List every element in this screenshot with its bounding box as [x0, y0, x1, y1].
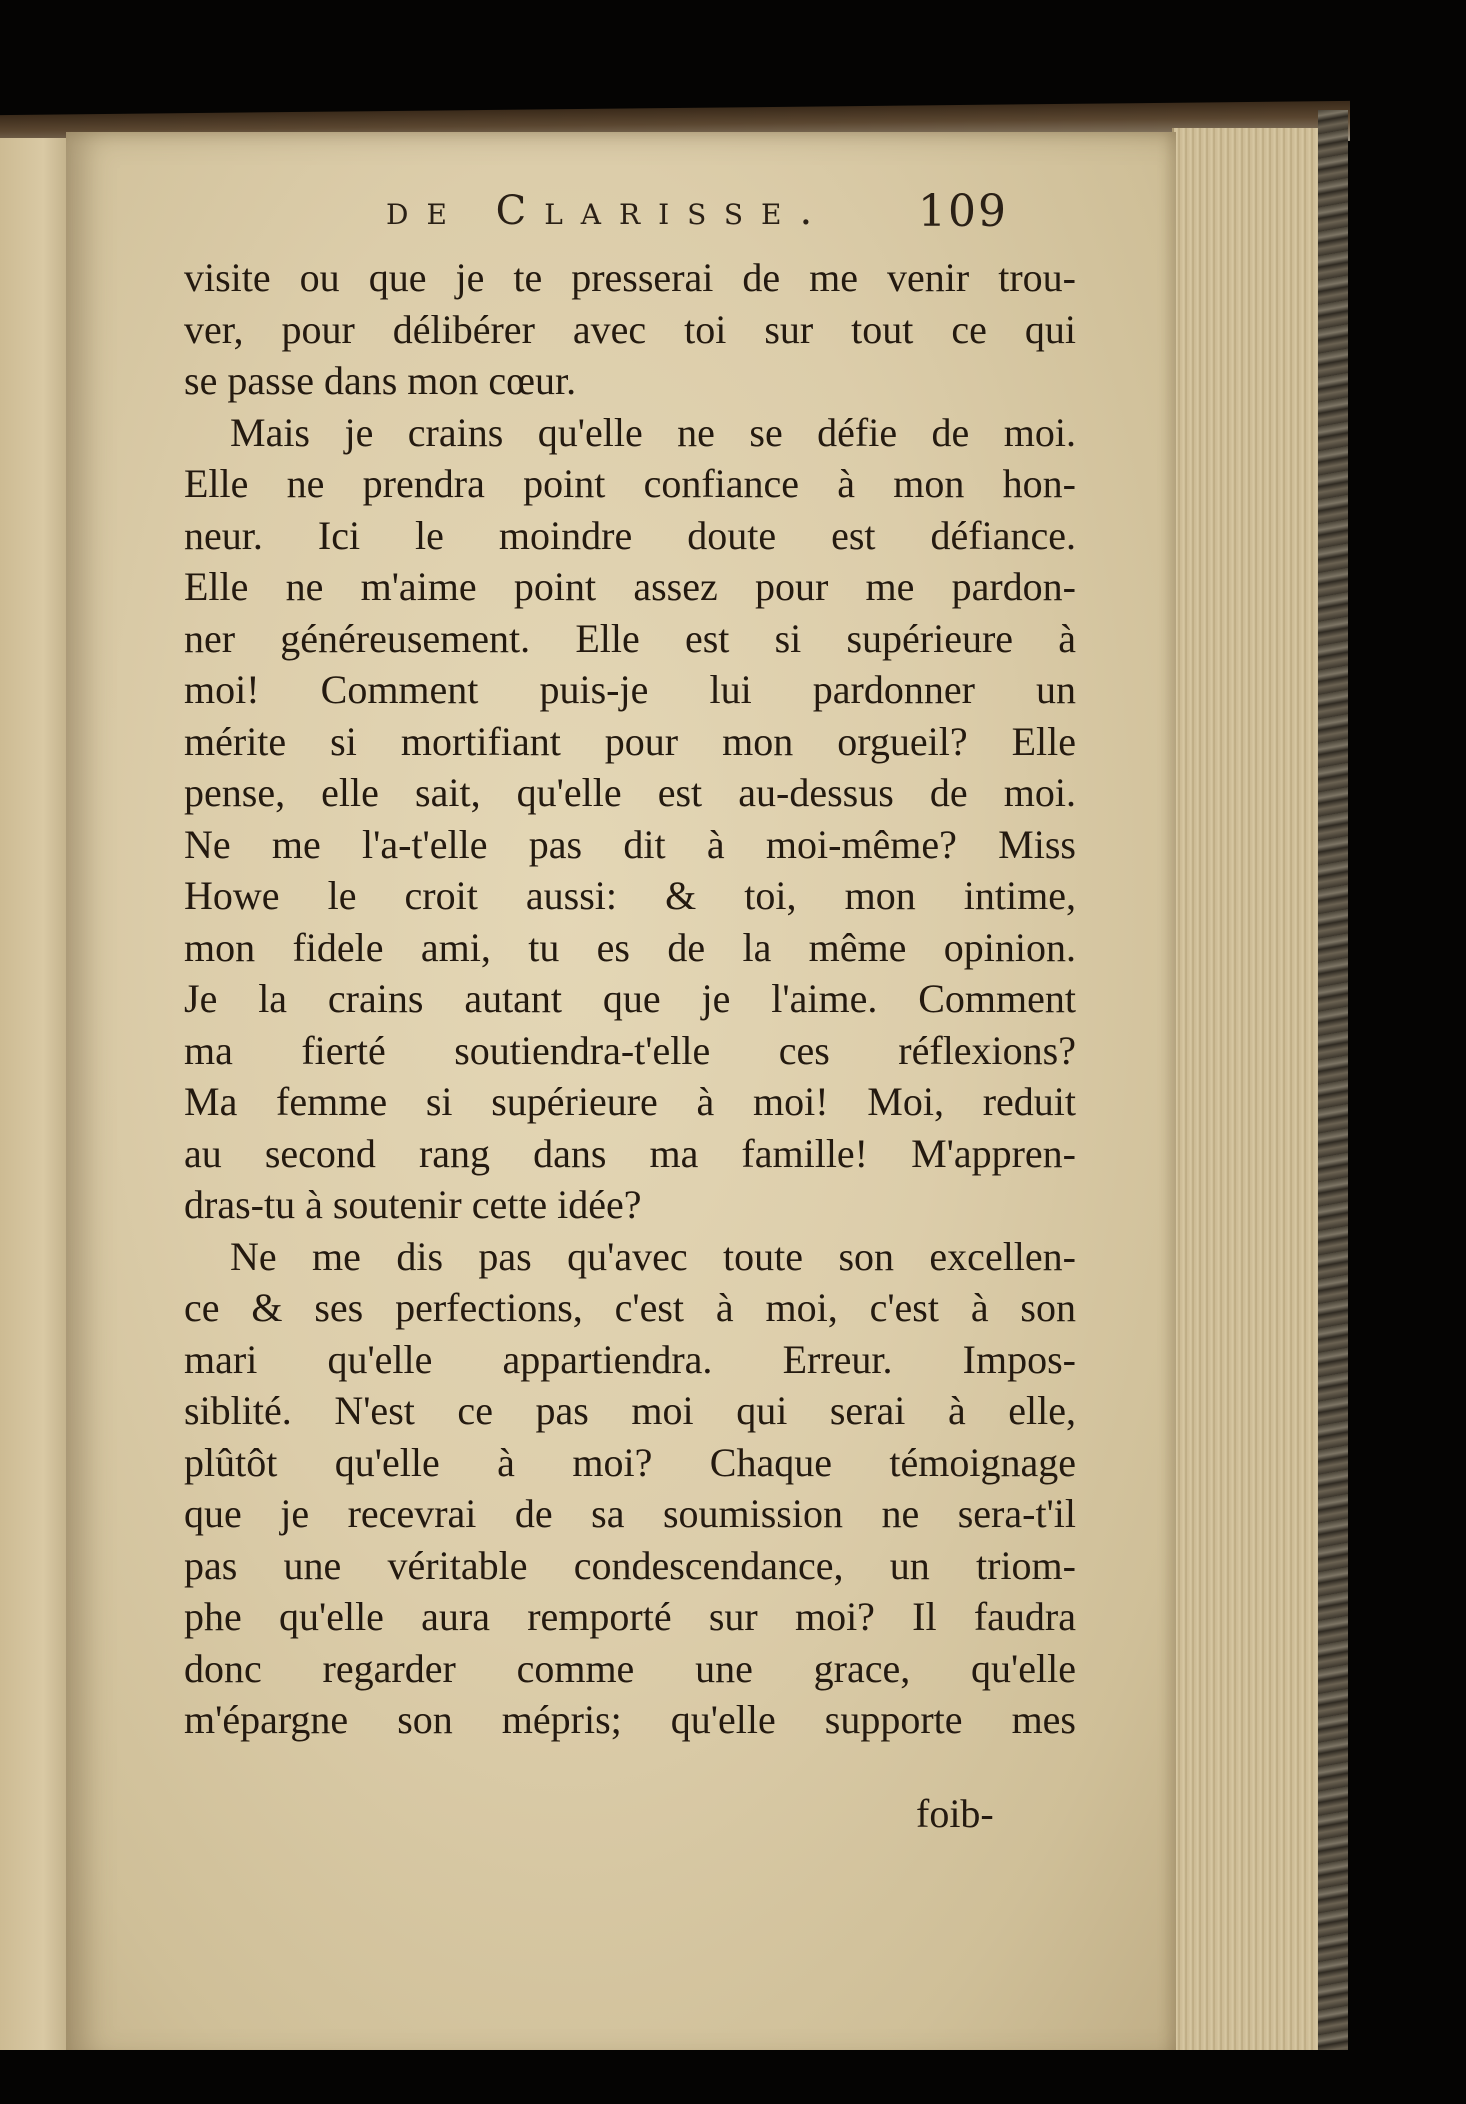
text-line: donc regarder comme une grace, qu'elle [184, 1645, 1076, 1691]
text-line: moi! Comment puis-je lui pardonner un [184, 667, 1076, 712]
book-page [66, 132, 1176, 2062]
text-line: pense, elle sait, qu'elle est au-dessus de moi. [184, 770, 1076, 815]
facing-page-edge [0, 138, 74, 2058]
text-line: au second rang dans ma famille! M'appren- [184, 1130, 1076, 1176]
marbled-cover [1318, 110, 1348, 2070]
text-line: mari qu'elle appartiendra. Erreur. Impos- [184, 1336, 1076, 1382]
running-title: de Clarisse. [386, 188, 831, 234]
text-line: m'épargne son mépris; qu'elle supporte mes [184, 1697, 1076, 1742]
text-line: Je la crains autant que je l'aime. Comment [184, 976, 1076, 1021]
text-line: Ne me dis pas qu'avec toute son excellen- [230, 1233, 1076, 1279]
catchword: foib- [916, 1791, 994, 1836]
text-line: pas une véritable condescendance, un triom- [184, 1542, 1076, 1588]
text-line: Ma femme si supérieure à moi! Moi, reduit [184, 1079, 1076, 1124]
text-line: Ne me l'a-t'elle pas dit à moi-même? Miss [184, 821, 1076, 867]
text-line: ma fierté soutiendra-t'elle ces réflexions? [184, 1027, 1076, 1073]
text-line: visite ou que je te presserai de me venir trou- [184, 255, 1076, 300]
text-line: se passe dans mon cœur. [184, 358, 577, 403]
page-edges [1172, 128, 1324, 2068]
text-line: mon fidele ami, tu es de la même opinion. [184, 924, 1076, 970]
text-line: Elle ne m'aime point assez pour me pardon- [184, 564, 1076, 609]
text-line: siblité. N'est ce pas moi qui serai à elle, [184, 1388, 1076, 1433]
background-shadow [0, 2050, 1466, 2104]
text-line: ner généreusement. Elle est si supérieure à [184, 615, 1076, 661]
text-line: Mais je crains qu'elle ne se défie de moi. [230, 409, 1076, 455]
text-line: ce & ses perfections, c'est à moi, c'est à son [184, 1285, 1076, 1330]
text-line: Elle ne prendra point confiance à mon hon- [184, 461, 1076, 506]
text-line: ver, pour délibérer avec toi sur tout ce qui [184, 306, 1076, 352]
text-line: neur. Ici le moindre doute est défiance. [184, 512, 1076, 558]
text-line: Howe le croit aussi: & toi, mon intime, [184, 873, 1076, 918]
text-line: que je recevrai de sa soumission ne sera-t'il [184, 1491, 1076, 1536]
text-line: plûtôt qu'elle à moi? Chaque témoignage [184, 1439, 1076, 1485]
text-line: dras-tu à soutenir cette idée? [184, 1182, 642, 1227]
text-line: mérite si mortifiant pour mon orgueil? Elle [184, 718, 1076, 764]
running-head [66, 188, 1176, 248]
body-text [184, 252, 1076, 1746]
text-line: phe qu'elle aura remporté sur moi? Il faudra [184, 1594, 1076, 1639]
page-number: 109 [918, 186, 1008, 237]
